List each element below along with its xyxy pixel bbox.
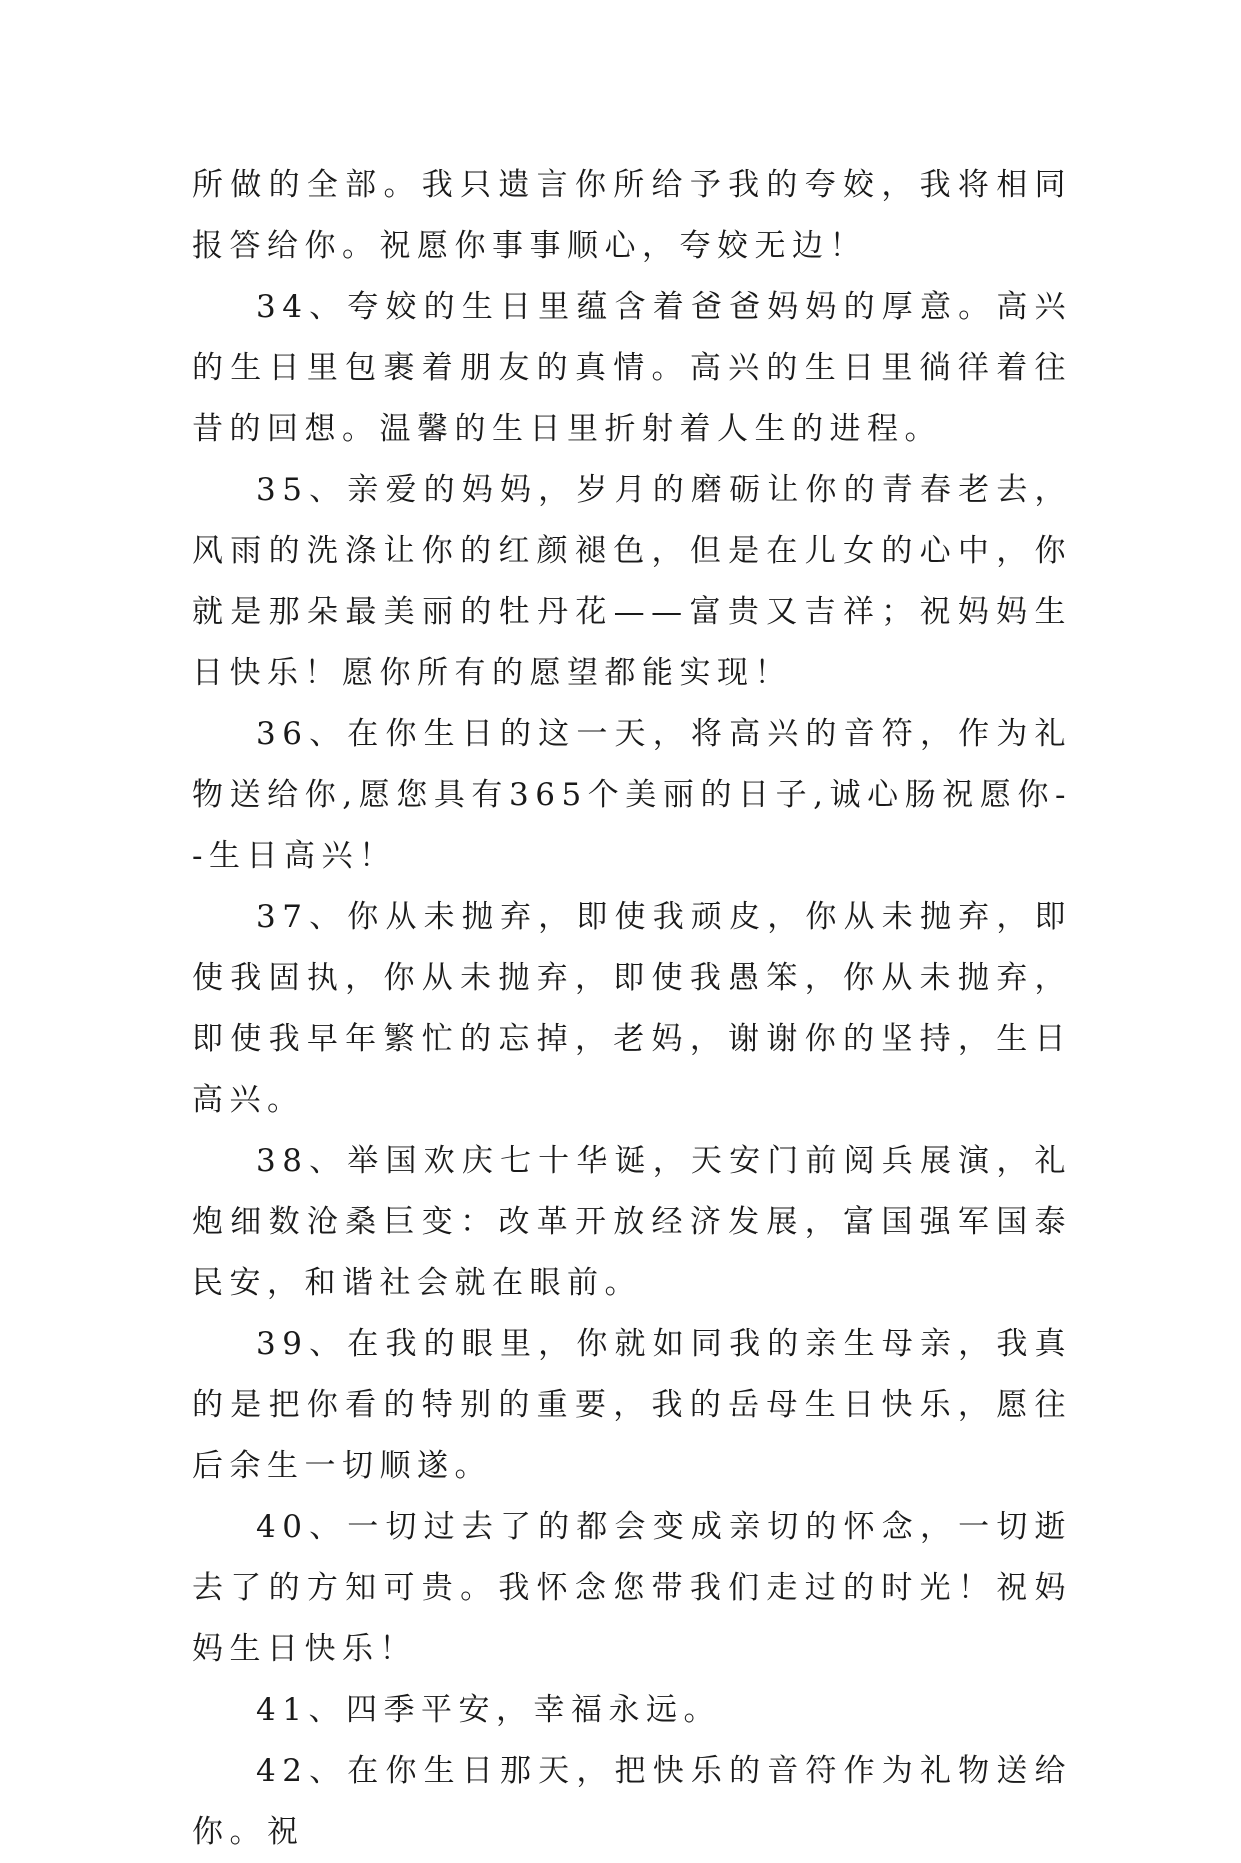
paragraph-41: 41、四季平安，幸福永远。 [256,1692,721,1728]
paragraph-40: 40、一切过去了的都会变成亲切的怀念，一切逝去了的方知可贵。我怀念您带我们走过的时光！祝妈妈生日快乐！ [192,1509,1072,1667]
paragraph-42: 42、在你生日那天，把快乐的音符作为礼物送给你。祝 [192,1753,1072,1850]
document-body [192,155,1072,1863]
paragraph-35: 35、亲爱的妈妈，岁月的磨砺让你的青春老去，风雨的洗涤让你的红颜褪色，但是在儿女的心中，你就是那朵最美丽的牡丹花——富贵又吉祥；祝妈妈生日快乐！愿你所有的愿望都能实现！ [192,472,1072,691]
paragraph-continuation: 所做的全部。我只遗言你所给予我的夸姣，我将相同报答给你。祝愿你事事顺心，夸姣无边！ [192,167,1072,264]
paragraph-39: 39、在我的眼里，你就如同我的亲生母亲，我真的是把你看的特别的重要，我的岳母生日快乐，愿往后余生一切顺遂。 [192,1326,1072,1484]
paragraph-36: 36、在你生日的这一天，将高兴的音符，作为礼物送给你,愿您具有365个美丽的日子,诚心肠祝愿你--生日高兴！ [192,716,1072,874]
paragraph-38: 38、举国欢庆七十华诞，天安门前阅兵展演，礼炮细数沧桑巨变：改革开放经济发展，富国强军国泰民安，和谐社会就在眼前。 [192,1143,1072,1301]
paragraph-37: 37、你从未抛弃，即使我顽皮，你从未抛弃，即使我固执，你从未抛弃，即使我愚笨，你从未抛弃，即使我早年繁忙的忘掉，老妈，谢谢你的坚持，生日高兴。 [192,899,1072,1118]
paragraph-34: 34、夸姣的生日里蕴含着爸爸妈妈的厚意。高兴的生日里包裹着朋友的真情。高兴的生日里徜徉着往昔的回想。温馨的生日里折射着人生的进程。 [192,289,1072,447]
